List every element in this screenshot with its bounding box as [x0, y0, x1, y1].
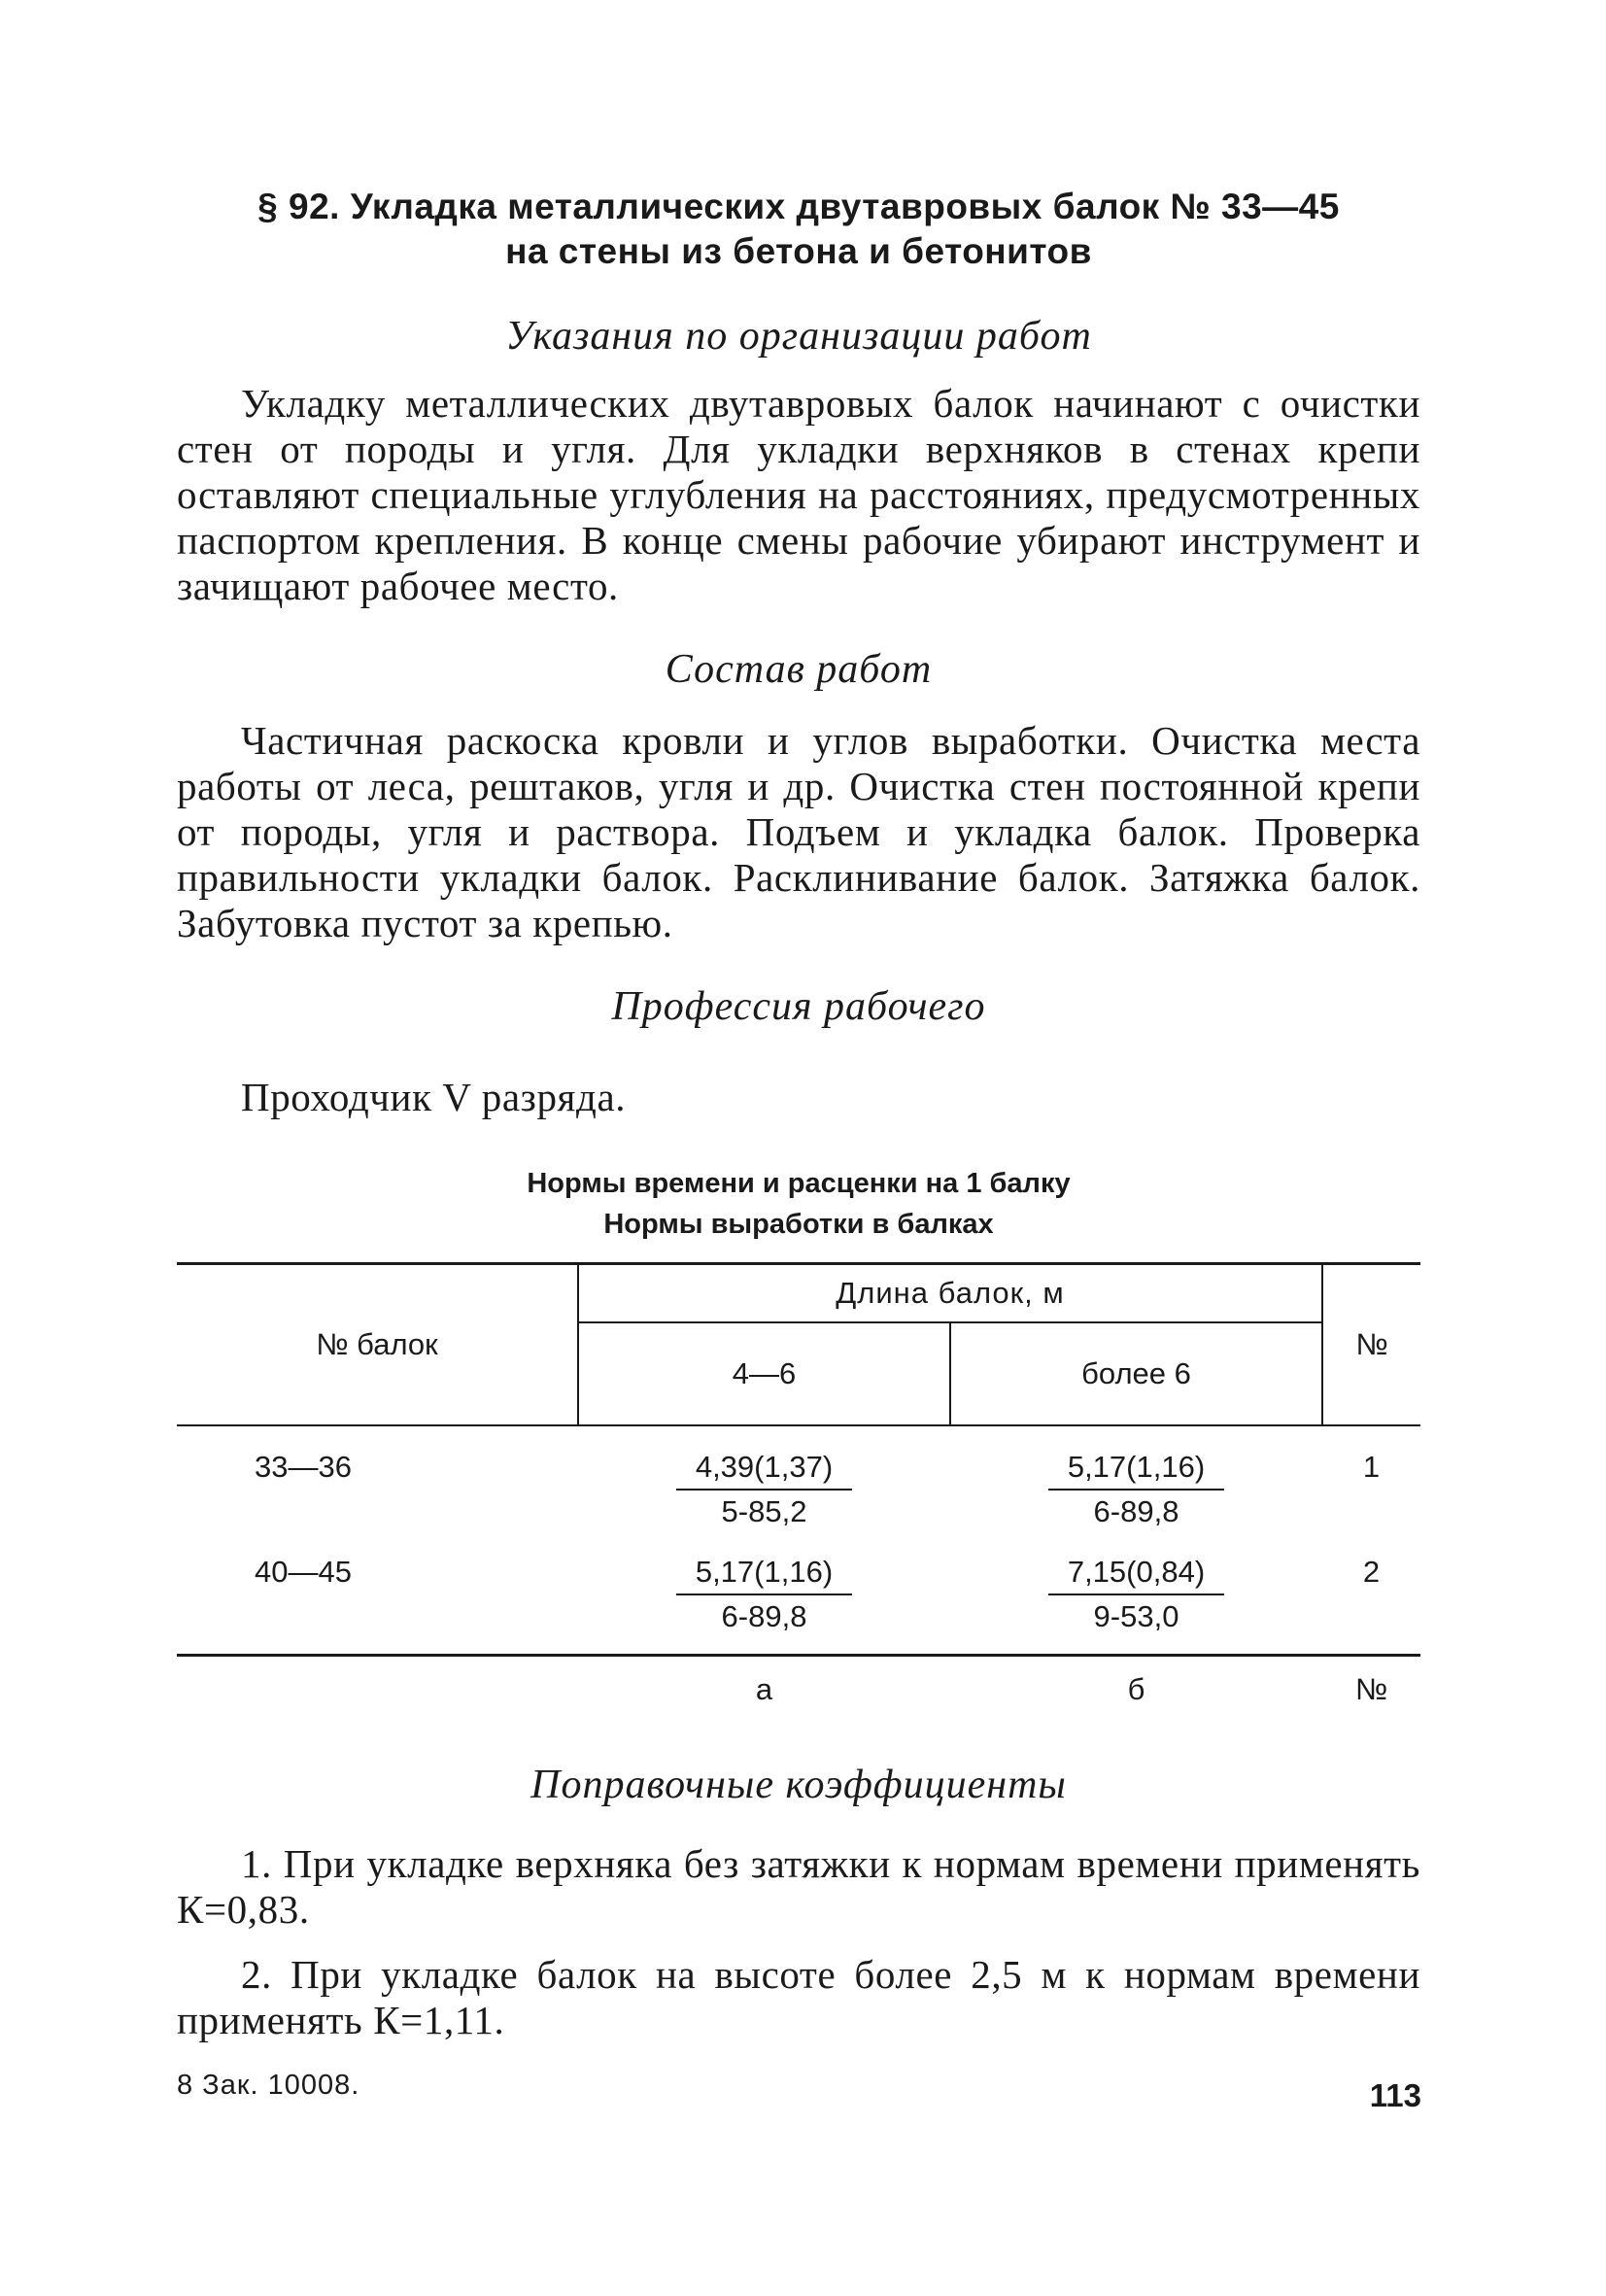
composition-heading: Состав работ: [665, 647, 933, 692]
coefficient-item-1: 1. При укладке верхняка без затяжки к нормам времени применять К=0,83.: [177, 1841, 1420, 1932]
table-caption-line-1: Нормы времени и расценки на 1 балку: [527, 1168, 1071, 1199]
page-number: 113: [1369, 2077, 1421, 2113]
column-label-a: а: [578, 1656, 950, 1722]
section-title-line-1: § 92. Укладка металлических двутавровых балок № 33—45: [257, 187, 1340, 226]
organization-text: Укладку металлических двутавровых балок начинают с очистки стен от породы и угля. Для укладки верхняков в стенах крепи оставляют специальные углубления на расстояниях, предусмотренных паспортом крепления. В конце смены рабочие убирают инструмент и зачищают рабочее место.: [177, 381, 1420, 608]
profession-heading: Профессия рабочего: [611, 984, 986, 1029]
time-norm-rate: 4,39(1,37): [676, 1448, 852, 1491]
cell-a: [578, 1425, 950, 1531]
time-norm-rate: 7,15(0,84): [1048, 1553, 1224, 1595]
column-label-empty: [177, 1656, 578, 1722]
row-beam-number: 40—45: [255, 1555, 352, 1589]
fraction: [676, 1553, 852, 1636]
time-norm-rate: 5,17(1,16): [1048, 1448, 1224, 1491]
column-label-no: №: [1322, 1656, 1420, 1722]
section-title-line-2: на стены из бетона и бетонитов: [505, 231, 1092, 271]
fraction: [676, 1448, 852, 1531]
table-row: [177, 1531, 1420, 1656]
header-row-number: №: [1322, 1264, 1420, 1426]
output-norm: 6-89,8: [1093, 1494, 1179, 1528]
document-page: [177, 185, 1420, 2043]
fraction: [1048, 1553, 1224, 1636]
header-length-4-6: 4—6: [578, 1322, 950, 1425]
output-norm: 5-85,2: [721, 1494, 807, 1528]
time-norm-rate: 5,17(1,16): [676, 1553, 852, 1595]
column-label-b: б: [950, 1656, 1322, 1722]
row-number: 2: [1362, 1555, 1381, 1589]
header-beam-number: № балок: [177, 1264, 578, 1426]
cell-b: [950, 1425, 1322, 1531]
profession-text: Проходчик V разряда.: [241, 1075, 627, 1119]
row-number: 1: [1362, 1450, 1381, 1484]
organization-heading: Указания по организации работ: [505, 314, 1092, 359]
coefficients-heading: Поправочные коэффициенты: [530, 1763, 1067, 1807]
table-row: [177, 1425, 1420, 1531]
output-norm: 6-89,8: [721, 1599, 807, 1633]
cell-b: [950, 1531, 1322, 1656]
column-label-row: [177, 1656, 1420, 1722]
output-norm: 9-53,0: [1093, 1599, 1179, 1633]
print-order-note: 8 Зак. 10008.: [177, 2070, 360, 2101]
norms-table: [177, 1262, 1420, 1721]
fraction: [1048, 1448, 1224, 1531]
row-beam-number: 33—36: [255, 1450, 352, 1484]
header-beam-length: Длина балок, м: [578, 1264, 1322, 1323]
coefficient-item-2: 2. При укладке балок на высоте более 2,5 м к нормам времени применять К=1,11.: [177, 1952, 1420, 2042]
table-caption-line-2: Нормы выработки в балках: [603, 1209, 994, 1240]
cell-a: [578, 1531, 950, 1656]
composition-text: Частичная раскоска кровли и углов выработки. Очистка места работы от леса, рештаков, угля и др. Очистка стен постоянной крепи от породы, угля и раствора. Подъем и укладка балок. Проверка правильности укладки балок. Расклинивание балок. Затяжка балок. Забутовка пустот за крепью.: [177, 718, 1420, 945]
header-length-over-6: более 6: [950, 1322, 1322, 1425]
